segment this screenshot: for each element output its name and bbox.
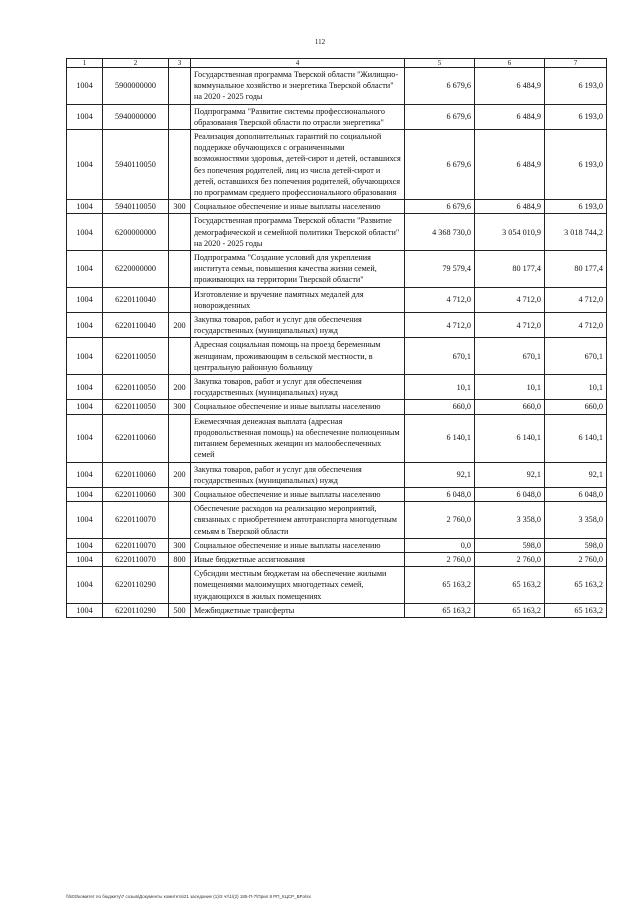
target-article-code: 5900000000: [103, 68, 169, 105]
item-name: Социальное обеспечение и иные выплаты населению: [191, 538, 405, 552]
footer-file-path: \\fs02\комитет по бюджету\7 созыв\Документы комитета\21 заседание (1)\3 чт\1\(2) 185-П-7\Прил 8 РП_КЦСР_ВР.xlsx: [66, 894, 311, 899]
expense-type-code: [169, 214, 191, 251]
table-row: [67, 375, 607, 400]
amount-year-1: 10,1: [405, 375, 475, 400]
amount-year-3: 80 177,4: [545, 251, 607, 288]
amount-year-3: 2 760,0: [545, 552, 607, 566]
section-code: 1004: [67, 313, 103, 338]
item-name: Ежемесячная денежная выплата (адресная продовольственная помощь) на обеспечение полноценным питанием беременных женщин из малообеспеченных семей: [191, 414, 405, 462]
amount-year-3: 6 193,0: [545, 68, 607, 105]
target-article-code: 6200000000: [103, 214, 169, 251]
col-header: 4: [191, 59, 405, 68]
expense-type-code: 300: [169, 400, 191, 414]
amount-year-2: 660,0: [475, 400, 545, 414]
amount-year-3: 670,1: [545, 338, 607, 375]
amount-year-3: 65 163,2: [545, 567, 607, 604]
amount-year-1: 4 712,0: [405, 287, 475, 312]
expense-type-code: [169, 251, 191, 288]
table-row: [67, 68, 607, 105]
table-row: [67, 251, 607, 288]
expense-type-code: 500: [169, 603, 191, 617]
amount-year-1: 4 368 730,0: [405, 214, 475, 251]
table-row: [67, 313, 607, 338]
item-name: Межбюджетные трансферты: [191, 603, 405, 617]
amount-year-3: 4 712,0: [545, 287, 607, 312]
target-article-code: 6220110060: [103, 487, 169, 501]
target-article-code: 6220110050: [103, 375, 169, 400]
table-body: [67, 68, 607, 618]
col-header: 1: [67, 59, 103, 68]
section-code: 1004: [67, 552, 103, 566]
expense-type-code: [169, 287, 191, 312]
amount-year-1: 670,1: [405, 338, 475, 375]
amount-year-1: 4 712,0: [405, 313, 475, 338]
item-name: Социальное обеспечение и иные выплаты населению: [191, 200, 405, 214]
target-article-code: 6220110050: [103, 338, 169, 375]
col-header: 7: [545, 59, 607, 68]
col-header: 2: [103, 59, 169, 68]
amount-year-1: 92,1: [405, 462, 475, 487]
target-article-code: 6220110040: [103, 313, 169, 338]
item-name: Иные бюджетные ассигнования: [191, 552, 405, 566]
amount-year-3: 6 193,0: [545, 104, 607, 129]
section-code: 1004: [67, 414, 103, 462]
section-code: 1004: [67, 251, 103, 288]
amount-year-1: 6 679,6: [405, 130, 475, 200]
expense-type-code: [169, 68, 191, 105]
section-code: 1004: [67, 462, 103, 487]
expense-type-code: 200: [169, 313, 191, 338]
target-article-code: 6220110040: [103, 287, 169, 312]
target-article-code: 5940110050: [103, 130, 169, 200]
item-name: Социальное обеспечение и иные выплаты населению: [191, 400, 405, 414]
col-header: 5: [405, 59, 475, 68]
table-row: [67, 502, 607, 539]
expense-type-code: [169, 414, 191, 462]
section-code: 1004: [67, 567, 103, 604]
section-code: 1004: [67, 200, 103, 214]
table-row: [67, 538, 607, 552]
section-code: 1004: [67, 400, 103, 414]
amount-year-3: 598,0: [545, 538, 607, 552]
amount-year-1: 2 760,0: [405, 552, 475, 566]
target-article-code: 6220000000: [103, 251, 169, 288]
amount-year-1: 6 679,6: [405, 200, 475, 214]
amount-year-2: 4 712,0: [475, 287, 545, 312]
amount-year-3: 660,0: [545, 400, 607, 414]
amount-year-2: 598,0: [475, 538, 545, 552]
amount-year-1: 6 048,0: [405, 487, 475, 501]
section-code: 1004: [67, 338, 103, 375]
item-name: Государственная программа Тверской области "Развитие демографической и семейной политики Тверской области" на 2020 - 2025 годы: [191, 214, 405, 251]
amount-year-2: 3 358,0: [475, 502, 545, 539]
amount-year-3: 6 140,1: [545, 414, 607, 462]
expense-type-code: [169, 567, 191, 604]
item-name: Реализация дополнительных гарантий по социальной поддержке обучающихся с ограниченными возможностями здоровья, детей-сирот и детей, оставшихся без попечения родителей, лиц из числа детей-сирот и детей, оставшихся без попечения родителей, обучающихся по программам среднего профессионального образования: [191, 130, 405, 200]
target-article-code: 6220110290: [103, 567, 169, 604]
table-row: [67, 462, 607, 487]
expense-type-code: [169, 338, 191, 375]
budget-table: [66, 58, 607, 618]
section-code: 1004: [67, 502, 103, 539]
amount-year-2: 65 163,2: [475, 567, 545, 604]
amount-year-1: 65 163,2: [405, 567, 475, 604]
item-name: Государственная программа Тверской области "Жилищно-коммунальное хозяйство и энергетика Тверской области" на 2020 - 2025 годы: [191, 68, 405, 105]
section-code: 1004: [67, 68, 103, 105]
item-name: Изготовление и вручение памятных медалей для новорожденных: [191, 287, 405, 312]
amount-year-3: 6 193,0: [545, 130, 607, 200]
target-article-code: 6220110060: [103, 414, 169, 462]
amount-year-1: 6 140,1: [405, 414, 475, 462]
item-name: Закупка товаров, работ и услуг для обеспечения государственных (муниципальных) нужд: [191, 375, 405, 400]
item-name: Социальное обеспечение и иные выплаты населению: [191, 487, 405, 501]
amount-year-2: 6 484,9: [475, 68, 545, 105]
target-article-code: 5940000000: [103, 104, 169, 129]
amount-year-2: 6 484,9: [475, 130, 545, 200]
table-row: [67, 104, 607, 129]
amount-year-2: 10,1: [475, 375, 545, 400]
expense-type-code: 800: [169, 552, 191, 566]
table-row: [67, 200, 607, 214]
table-row: [67, 603, 607, 617]
amount-year-1: 65 163,2: [405, 603, 475, 617]
expense-type-code: [169, 104, 191, 129]
amount-year-1: 660,0: [405, 400, 475, 414]
section-code: 1004: [67, 287, 103, 312]
target-article-code: 6220110050: [103, 400, 169, 414]
target-article-code: 6220110060: [103, 462, 169, 487]
amount-year-2: 6 484,9: [475, 200, 545, 214]
amount-year-1: 2 760,0: [405, 502, 475, 539]
section-code: 1004: [67, 130, 103, 200]
amount-year-1: 79 579,4: [405, 251, 475, 288]
section-code: 1004: [67, 538, 103, 552]
target-article-code: 6220110070: [103, 502, 169, 539]
col-header: 6: [475, 59, 545, 68]
amount-year-3: 6 048,0: [545, 487, 607, 501]
section-code: 1004: [67, 487, 103, 501]
amount-year-3: 3 018 744,2: [545, 214, 607, 251]
amount-year-3: 6 193,0: [545, 200, 607, 214]
item-name: Обеспечение расходов на реализацию мероприятий, связанных с приобретением автотранспорта многодетным семьям в Тверской области: [191, 502, 405, 539]
table-row: [67, 338, 607, 375]
amount-year-2: 92,1: [475, 462, 545, 487]
target-article-code: 5940110050: [103, 200, 169, 214]
amount-year-2: 2 760,0: [475, 552, 545, 566]
table-row: [67, 414, 607, 462]
table-header-row: [67, 59, 607, 68]
expense-type-code: 200: [169, 462, 191, 487]
item-name: Подпрограмма "Создание условий для укрепления института семьи, повышения качества жизни семей, проживающих на территории Тверской области": [191, 251, 405, 288]
table-row: [67, 214, 607, 251]
table-row: [67, 400, 607, 414]
amount-year-3: 4 712,0: [545, 313, 607, 338]
amount-year-2: 6 484,9: [475, 104, 545, 129]
expense-type-code: [169, 130, 191, 200]
expense-type-code: 300: [169, 538, 191, 552]
amount-year-2: 80 177,4: [475, 251, 545, 288]
expense-type-code: [169, 502, 191, 539]
amount-year-2: 6 140,1: [475, 414, 545, 462]
section-code: 1004: [67, 603, 103, 617]
section-code: 1004: [67, 375, 103, 400]
page-number: 112: [314, 38, 326, 46]
amount-year-3: 65 163,2: [545, 603, 607, 617]
amount-year-3: 3 358,0: [545, 502, 607, 539]
target-article-code: 6220110070: [103, 552, 169, 566]
table-row: [67, 287, 607, 312]
expense-type-code: 300: [169, 200, 191, 214]
table-row: [67, 567, 607, 604]
section-code: 1004: [67, 214, 103, 251]
item-name: Субсидии местным бюджетам на обеспечение жилыми помещениями малоимущих многодетных семей, нуждающихся в жилых помещениях: [191, 567, 405, 604]
table-row: [67, 552, 607, 566]
expense-type-code: 300: [169, 487, 191, 501]
col-header: 3: [169, 59, 191, 68]
item-name: Закупка товаров, работ и услуг для обеспечения государственных (муниципальных) нужд: [191, 462, 405, 487]
item-name: Адресная социальная помощь на проезд беременным женщинам, проживающим в сельской местности, в центральную районную больницу: [191, 338, 405, 375]
item-name: Закупка товаров, работ и услуг для обеспечения государственных (муниципальных) нужд: [191, 313, 405, 338]
target-article-code: 6220110070: [103, 538, 169, 552]
amount-year-2: 670,1: [475, 338, 545, 375]
target-article-code: 6220110290: [103, 603, 169, 617]
amount-year-1: 6 679,6: [405, 104, 475, 129]
table-row: [67, 130, 607, 200]
amount-year-1: 6 679,6: [405, 68, 475, 105]
expense-type-code: 200: [169, 375, 191, 400]
amount-year-2: 65 163,2: [475, 603, 545, 617]
section-code: 1004: [67, 104, 103, 129]
amount-year-2: 4 712,0: [475, 313, 545, 338]
amount-year-1: 0,0: [405, 538, 475, 552]
amount-year-3: 10,1: [545, 375, 607, 400]
table-row: [67, 487, 607, 501]
amount-year-3: 92,1: [545, 462, 607, 487]
amount-year-2: 6 048,0: [475, 487, 545, 501]
item-name: Подпрограмма "Развитие системы профессионального образования Тверской области по отрасли энергетика": [191, 104, 405, 129]
amount-year-2: 3 054 010,9: [475, 214, 545, 251]
